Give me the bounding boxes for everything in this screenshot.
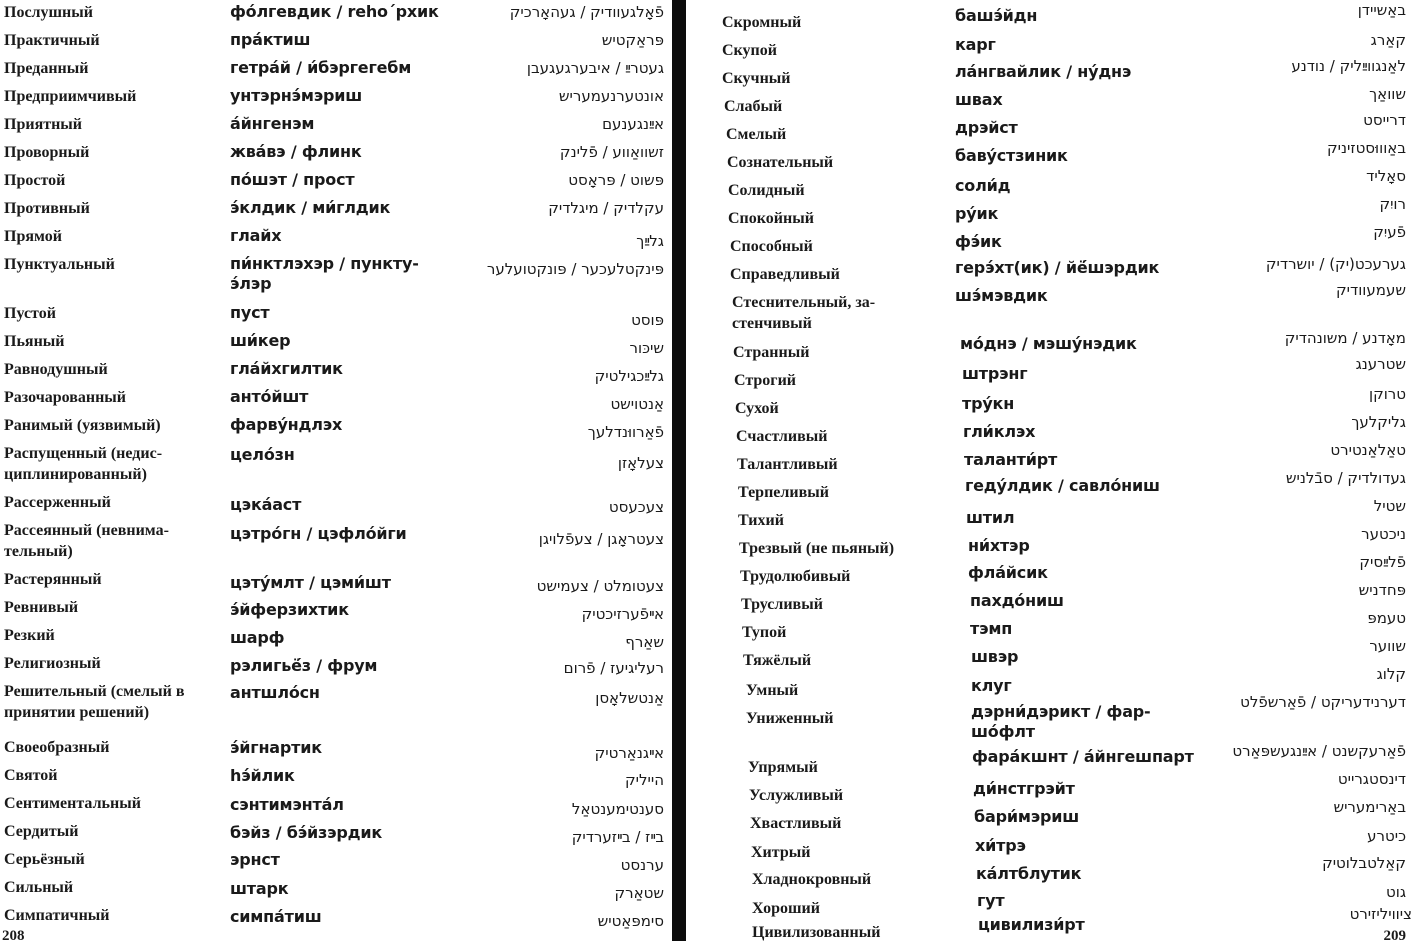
russian-word: Пунктуальный [4,256,115,273]
book-spine [672,0,686,941]
transliteration: швах [955,90,1003,109]
russian-word: Равнодушный [4,361,108,378]
russian-word: Приятный [4,116,83,133]
transliteration: гла́йхгилтик [230,359,343,378]
russian-word: Способный [730,238,813,255]
russian-word: Цивилизованный [752,924,881,941]
yiddish-word: לאַנגווײַליק / נודנע [1291,57,1406,75]
russian-word: Умный [746,682,799,699]
yiddish-word: פֿעיִק [1373,223,1406,241]
transliteration: бэйз / бэ́йзэрдик [230,823,383,842]
transliteration: эрнст [230,850,280,869]
yiddish-word: גערעכט(יק) / יושרדיק [1265,255,1406,273]
transliteration: фэ́ик [955,232,1002,251]
russian-word: Сильный [4,879,74,896]
yiddish-word: פּינקטלעכער / פּונקטועלער [486,260,664,278]
russian-word: Хладнокровный [752,871,872,888]
transliteration: хи́трэ [975,836,1026,855]
transliteration: ди́нстгрэйт [973,779,1075,798]
yiddish-word: דערנידעריקט / פֿאַרשפֿלט [1240,693,1406,711]
russian-word: Солидный [728,182,805,199]
russian-word: Строгий [734,372,796,389]
yiddish-word: שוואַך [1369,85,1406,103]
transliteration: по́шэт / прост [230,170,355,189]
yiddish-word: קאַרג [1370,31,1406,49]
page-number: 208 [2,928,25,944]
russian-word: Серьёзный [4,851,85,868]
transliteration: цэтро́гн / цэфло́йги [230,524,407,543]
transliteration: тру́кн [962,394,1015,413]
transliteration: симпа́тиш [230,907,322,926]
transliteration: э́йферзихтик [230,600,349,619]
russian-word: Пустой [4,305,56,322]
transliteration: унтэрнэ́мэриш [230,86,363,105]
yiddish-word: פּחדניש [1358,581,1406,599]
transliteration: гетра́й / и́бэргегебм [230,58,412,77]
yiddish-word: פֿאַרעקשנט / אײַנגעשפּאַרט [1232,742,1406,760]
transliteration: цэту́млт / цэми́шт [230,573,391,592]
yiddish-word: אַנטשלאָסן [595,689,664,707]
yiddish-word: שווער [1369,637,1406,655]
yiddish-word: ציוויליזירט [1349,905,1412,923]
transliteration: жва́вэ / флинк [230,142,362,161]
transliteration: рэлигьё́з / фрум [230,656,378,675]
russian-word: Справедливый [730,266,840,283]
russian-word: Практичный [4,32,100,49]
russian-word: Слабый [724,98,783,115]
russian-word: Святой [4,767,58,784]
russian-word: Талантливый [737,456,838,473]
transliteration: штрэнг [962,364,1028,383]
russian-word: Ревнивый [4,599,79,616]
transliteration: ла́нгвайлик / ну́днэ [955,62,1132,81]
right-page [690,0,1412,944]
transliteration: штил [966,508,1015,527]
russian-word: Сознательный [727,154,834,171]
yiddish-word: פּראַקטיש [601,31,664,49]
transliteration: пи́нктлэхэр / пункту- э́лэр [230,254,419,293]
yiddish-word: שטיל [1373,497,1406,515]
russian-word: Предприимчивый [4,88,137,105]
russian-word: Пьяный [4,333,65,350]
transliteration: пуст [230,303,270,322]
yiddish-word: קאַלטבלוטיק [1322,854,1406,872]
yiddish-word: גלײַך [636,232,664,250]
yiddish-word: אונטערנעמעריש [558,87,664,105]
transliteration: hэ́йлик [230,766,295,785]
russian-word: Скупой [722,42,777,59]
transliteration: мо́днэ / мэшу́нэдик [960,334,1137,353]
transliteration: герэ́хт(ик) / йё́шэрдик [955,258,1160,277]
transliteration: клуг [971,676,1012,695]
yiddish-word: באַוווּסטזיניק [1327,139,1406,157]
russian-word: Терпеливый [738,484,829,501]
transliteration: цэка́аст [230,495,302,514]
yiddish-word: בײז / בײזערדיק [571,828,664,846]
left-page [0,0,670,944]
yiddish-word: אײגנאַרטיק [594,744,664,762]
yiddish-word: עקלדיק / מיגלדיק [548,199,664,217]
yiddish-word: טאַלאַנטירט [1330,441,1406,459]
yiddish-word: גלײַכגילטיק [594,367,664,385]
transliteration: э́йгнартик [230,738,322,757]
yiddish-word: געדולדיק / סבֿלניש [1285,469,1406,487]
russian-word: Трудолюбивый [740,568,851,585]
russian-word: Услужливый [749,787,844,804]
transliteration: э́клдик / ми́глдик [230,198,391,217]
russian-word: Рассерженный [4,494,111,511]
yiddish-word: סענטימענטאַל [571,800,664,818]
russian-word: Смелый [726,126,787,143]
russian-word: Послушный [4,4,93,21]
yiddish-word: זשוואַווע / פֿלינק [559,143,664,161]
transliteration: соли́д [955,176,1011,195]
russian-word: Симпатичный [4,907,110,924]
yiddish-word: אײפֿערזיכטיק [581,605,664,623]
russian-word: Скучный [722,70,791,87]
yiddish-word: צעכעסט [608,498,664,516]
russian-word: Стеснительный, за- стенчивый [732,294,876,332]
transliteration: геду́лдик / савло́ниш [965,476,1160,495]
yiddish-word: באַשיידן [1357,1,1406,19]
yiddish-word: סימפּאַטיש [597,912,664,930]
russian-word: Распущенный (недис- циплинированный) [4,445,163,483]
transliteration: башэ́йдн [955,6,1038,25]
transliteration: дрэйст [955,118,1018,137]
yiddish-word: שטרענג [1355,355,1406,373]
russian-word: Прямой [4,228,62,245]
russian-word: Хороший [752,900,820,917]
russian-word: Скромный [722,14,802,31]
yiddish-word: שטאַרק [614,884,664,902]
yiddish-word: אײַנגענעם [602,115,664,133]
yiddish-word: דרייסט [1363,111,1406,129]
russian-word: Сентиментальный [4,795,141,812]
transliteration: анто́йшт [230,387,309,406]
yiddish-word: מאָדנע / משונהדיק [1284,329,1406,347]
yiddish-word: פֿלײַסיק [1359,553,1406,571]
russian-word: Рассеянный (невнима- тельный) [4,522,169,560]
russian-word: Проворный [4,144,90,161]
transliteration: гут [977,891,1005,910]
transliteration: ши́кер [230,331,291,350]
russian-word: Хвастливый [750,815,842,832]
yiddish-word: ערנסט [620,856,664,874]
russian-word: Трезвый (не пьяный) [739,540,895,557]
yiddish-word: פּשוט / פּראָסט [568,171,664,189]
yiddish-word: קלוג [1376,665,1406,683]
russian-word: Преданный [4,60,89,77]
transliteration: а́йнгенэм [230,114,315,133]
yiddish-word: פּוסט [631,311,664,329]
yiddish-word: פֿאַרווּנדלעך [587,423,664,441]
yiddish-word: שעמעוודיק [1336,281,1406,299]
yiddish-word: ניכטער [1361,525,1406,543]
russian-word: Религиозный [4,655,101,672]
yiddish-word: טרוקן [1368,385,1406,403]
yiddish-word: גליקלעך [1351,413,1406,431]
yiddish-word: באַרימעריש [1333,798,1406,816]
russian-word: Тихий [738,512,784,529]
transliteration: шэ́мэвдик [955,286,1048,305]
russian-word: Униженный [746,710,834,727]
yiddish-word: טעמפּ [1367,609,1406,627]
yiddish-word: שיכּור [629,339,664,357]
yiddish-word: כיטרע [1367,827,1406,845]
russian-word: Резкий [4,627,55,644]
russian-word: Простой [4,172,66,189]
yiddish-word: צעלאָזן [617,454,664,472]
transliteration: ка́лтблутик [976,864,1082,883]
transliteration: бари́мэриш [974,807,1080,826]
transliteration: фо́лгевдик / reho´рхик [230,2,439,21]
transliteration: пра́ктиш [230,30,311,49]
transliteration: карг [955,35,996,54]
russian-word: Решительный (смелый в принятии решений) [4,683,185,721]
russian-word: Своеобразный [4,739,110,756]
yiddish-word: פֿאָלגעוודיק / געהאָרכיק [509,3,664,21]
transliteration: цело́зн [230,445,295,464]
yiddish-word: געטרײַ / איבערגעגעבן [526,59,664,77]
russian-word: Разочарованный [4,389,127,406]
transliteration: глайх [230,226,282,245]
transliteration: ни́хтэр [968,536,1030,555]
russian-word: Растерянный [4,571,102,588]
transliteration: цивилизи́рт [978,915,1085,934]
yiddish-word: הייליק [624,771,664,789]
transliteration: сэнтимэнта́л [230,795,344,814]
yiddish-word: סאָליד [1366,167,1406,185]
russian-word: Счастливый [736,428,828,445]
transliteration: штарк [230,879,289,898]
transliteration: гли́клэх [963,422,1036,441]
yiddish-word: רויִק [1379,195,1406,213]
transliteration: таланти́рт [964,450,1058,469]
yiddish-word: שאַרף [625,633,664,651]
russian-word: Тупой [742,624,787,641]
russian-word: Сухой [735,400,779,417]
transliteration: баву́стзиник [955,146,1068,165]
yiddish-word: דינסטגרייט [1337,770,1406,788]
yiddish-word: אַנטוישט [610,395,664,413]
transliteration: антшло́сн [230,683,320,702]
transliteration: ру́ик [955,204,999,223]
russian-word: Ранимый (уязвимый) [4,417,161,434]
transliteration: пахдо́ниш [970,591,1064,610]
yiddish-word: רעליגיעז / פֿרום [563,659,664,677]
russian-word: Странный [733,344,810,361]
russian-word: Хитрый [751,844,811,861]
russian-word: Трусливый [741,596,823,613]
transliteration: шарф [230,628,285,647]
russian-word: Сердитый [4,823,79,840]
transliteration: фарву́ндлэх [230,415,343,434]
russian-word: Упрямый [748,759,818,776]
transliteration: дэрни́дэрикт / фар- шо́флт [971,702,1151,741]
transliteration: фла́йсик [968,563,1048,582]
transliteration: швэр [971,647,1019,666]
russian-word: Противный [4,200,90,217]
transliteration: фара́кшнт / а́йнгешпарт [972,747,1194,766]
yiddish-word: גוט [1386,883,1406,901]
yiddish-word: צעטומלט / צעמישט [536,577,664,595]
transliteration: тэмп [970,619,1013,638]
russian-word: Спокойный [728,210,814,227]
page-number: 209 [1383,928,1406,944]
yiddish-word: צעטראָגן / צעפֿלויגן [538,530,664,548]
russian-word: Тяжёлый [743,652,812,669]
